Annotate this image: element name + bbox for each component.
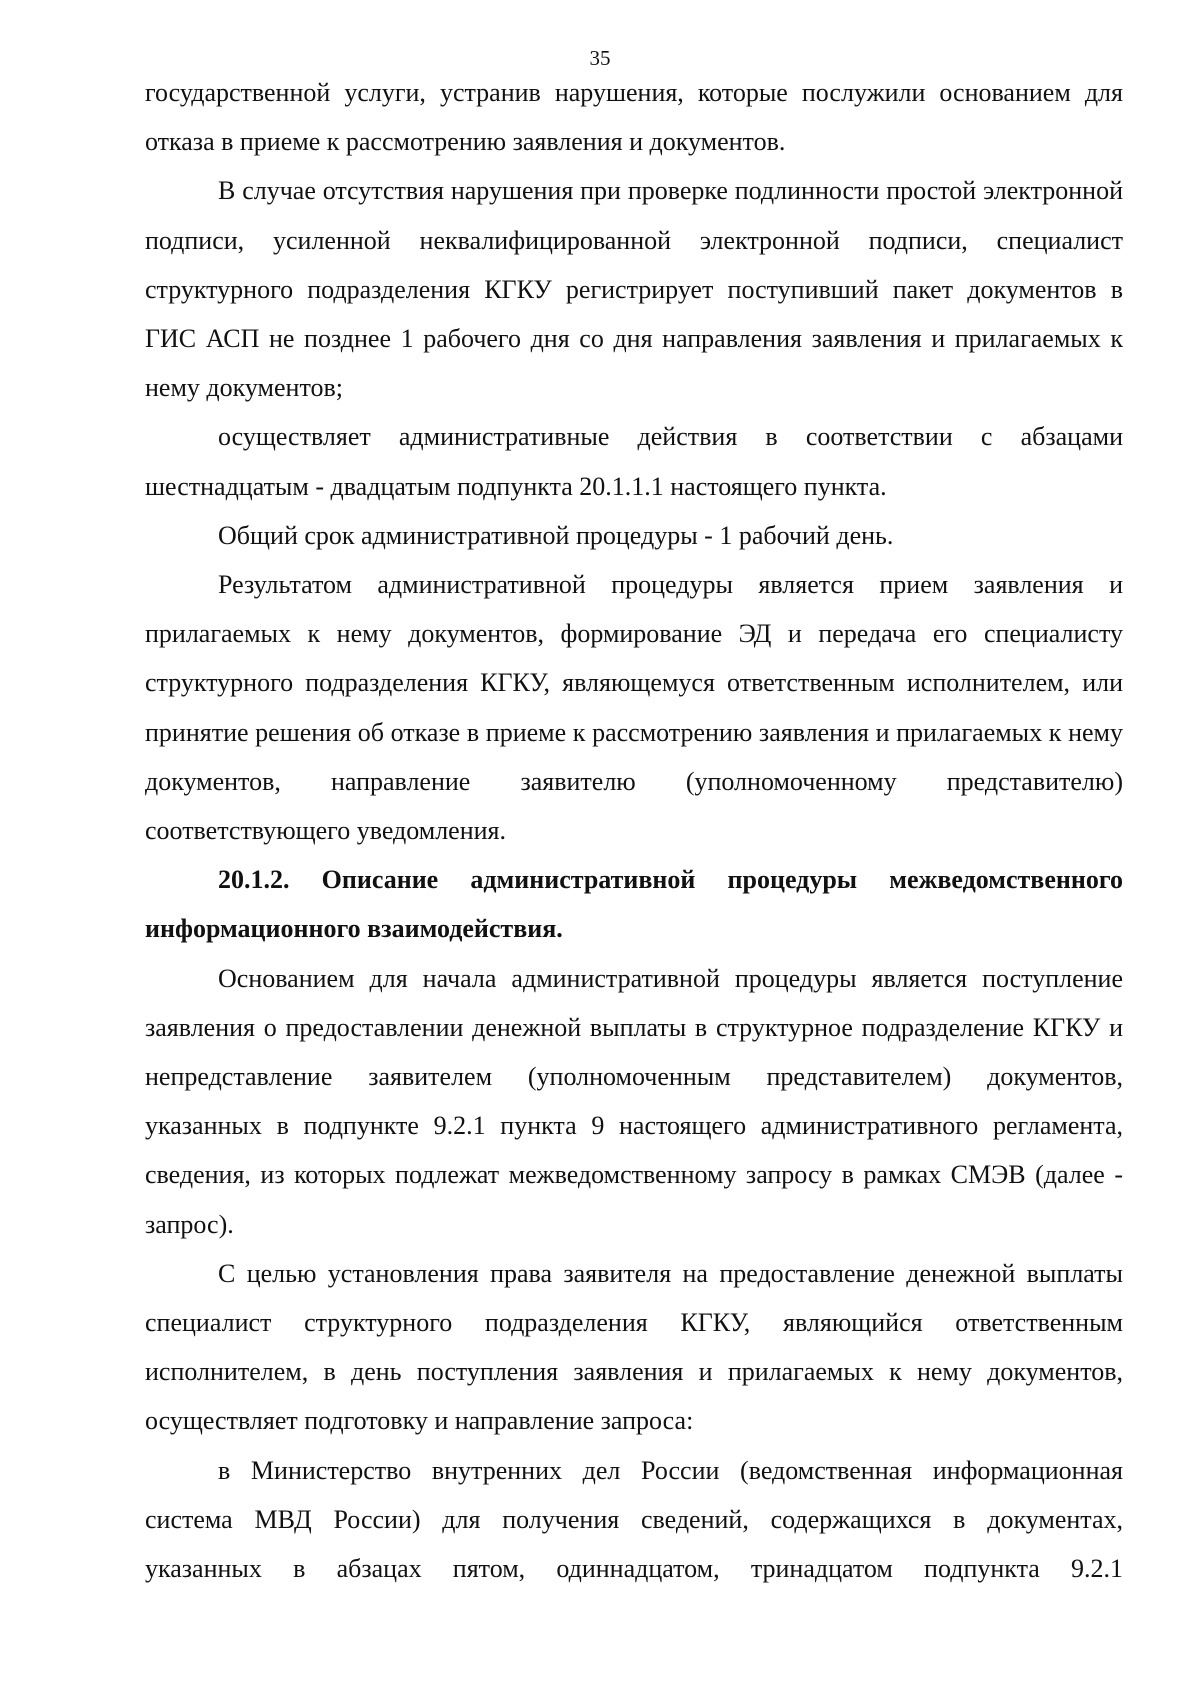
paragraph-purpose: С целью установления права заявителя на предоставление денежной выплаты специалист структурного подразделения КГКУ, являющийся ответственным исполнителем, в день поступления заявления и прилагаемых к нему документов, осуществляет подготовку и направление запроса: [145, 1258, 1123, 1436]
paragraph-signature-check: В случае отсутствия нарушения при проверке подлинности простой электронной подписи, усиленной неквалифицированной электронной подписи, специалист структурного подразделения КГКУ регистрирует поступивший пакет документов в ГИС АСП не позднее 1 рабочего дня со дня направления заявления и прилагаемых к нему документов; [145, 176, 1123, 403]
paragraph-mvd-request: в Министерство внутренних дел России (ведомственная информационная система МВД России) для получения сведений, содержащихся в документах, указанных в абзацах пятом, одиннадцатом, тринадцатом подпункта 9.2.1 [145, 1455, 1123, 1584]
paragraph-result: Результатом административной процедуры является прием заявления и прилагаемых к нему документов, формирование ЭД и передача его специалисту структурного подразделения КГКУ, являющемуся ответственным исполнителем, или принятие решения об отказе в приеме к рассмотрению заявления и прилагаемых к нему документов, направление заявителю (уполномоченному представителю) соответствующего уведомления. [145, 570, 1123, 846]
page-number: 35 [589, 46, 611, 70]
paragraph-total-term: Общий срок административной процедуры - 1 рабочий день. [218, 520, 894, 550]
document-body [145, 68, 1123, 1593]
paragraph-continuation: государственной услуги, устранив нарушения, которые послужили основанием для отказа в приеме к рассмотрению заявления и документов. [145, 78, 1123, 157]
section-heading-20-1-2: 20.1.2. Описание административной процедуры межведомственного информационного взаимодействия. [145, 865, 1123, 944]
paragraph-admin-actions: осуществляет административные действия в соответствии с абзацами шестнадцатым - двадцатым подпункта 20.1.1.1 настоящего пункта. [145, 422, 1123, 501]
paragraph-basis: Основанием для начала административной процедуры является поступление заявления о предоставлении денежной выплаты в структурное подразделение КГКУ и непредставление заявителем (уполномоченным представителем) документов, указанных в подпункте 9.2.1 пункта 9 настоящего административного регламента, сведения, из которых подлежат межведомственному запросу в рамках СМЭВ (далее - запрос). [145, 963, 1123, 1239]
